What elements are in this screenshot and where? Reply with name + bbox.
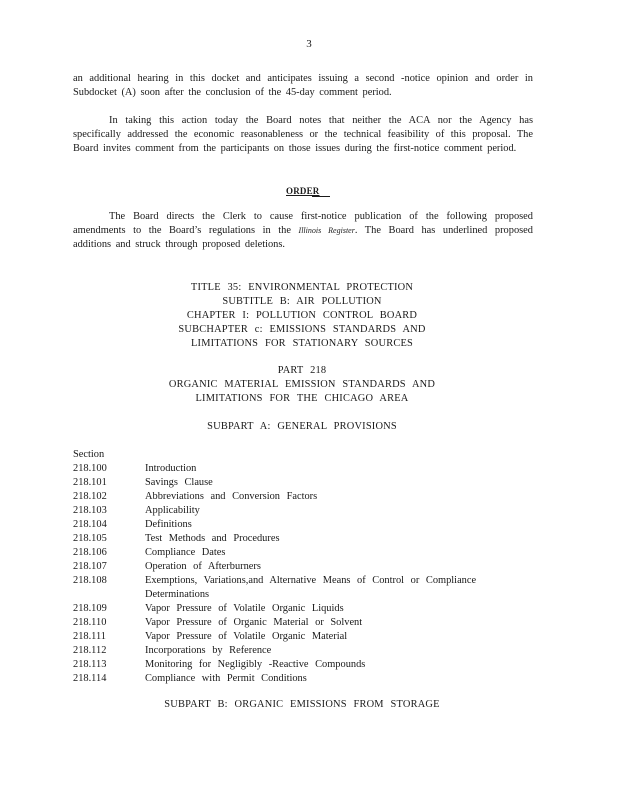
subchapter-line: SUBCHAPTER c: EMISSIONS STANDARDS AND — [178, 324, 426, 335]
section-title: Operation of Afterburners — [145, 561, 261, 572]
section-number: 218.104 — [73, 519, 107, 530]
illinois-register-title: Illinois Register — [298, 226, 355, 235]
list-item — [73, 658, 513, 672]
list-item — [73, 546, 513, 560]
paragraph-order-directive — [73, 210, 533, 252]
section-title: Applicability — [145, 505, 200, 516]
section-number: 218.106 — [73, 547, 107, 558]
section-title: Incorporations by Reference — [145, 645, 272, 656]
list-item — [73, 574, 513, 602]
section-column-label: Section — [73, 449, 105, 460]
section-number: 218.102 — [73, 491, 107, 502]
part-title-line-continued: LIMITATIONS FOR THE CHICAGO AREA — [195, 393, 409, 404]
list-item — [73, 644, 513, 658]
part-number-line: PART 218 — [277, 365, 327, 376]
section-number: 218.105 — [73, 533, 107, 544]
section-title: Vapor Pressure of Organic Material or Solvent — [145, 617, 363, 628]
list-item — [73, 616, 513, 630]
title-line: TITLE 35: ENVIRONMENTAL PROTECTION — [190, 282, 414, 293]
section-number: 218.100 — [73, 463, 107, 474]
part-heading-block — [0, 364, 604, 406]
list-item — [73, 672, 513, 686]
directive-text-after: . The Board has underlined proposed additions and struck through proposed deletions. — [73, 225, 533, 250]
subchapter-line-continued: LIMITATIONS FOR STATIONARY SOURCES — [191, 338, 413, 349]
section-number: 218.109 — [73, 603, 107, 614]
list-item — [73, 602, 513, 616]
section-number: 218.113 — [73, 659, 107, 670]
part-title-line: ORGANIC MATERIAL EMISSION STANDARDS AND — [168, 379, 436, 390]
paragraph-board-action: In taking this action today the Board notes that neither the ACA nor the Agency has specifically addressed the economic reasonableness or the technical feasibility of this proposal. The Board invites comment from the participants on those issues during the first-notice comment period. — [73, 115, 533, 154]
title-heading-block — [0, 281, 604, 351]
section-title: Monitoring for Negligibly -Reactive Compounds — [145, 659, 366, 670]
section-title: Vapor Pressure of Volatile Organic Liquids — [145, 603, 344, 614]
subtitle-line: SUBTITLE B: AIR POLLUTION — [222, 296, 382, 307]
section-number: 218.103 — [73, 505, 107, 516]
list-item — [73, 518, 513, 532]
section-title: Compliance Dates — [145, 547, 226, 558]
section-title: Vapor Pressure of Volatile Organic Material — [145, 631, 348, 642]
list-item — [73, 560, 513, 574]
section-title: Abbreviations and Conversion Factors — [145, 491, 318, 502]
section-number: 218.112 — [73, 645, 107, 656]
section-title: Definitions — [145, 519, 192, 530]
section-list — [73, 462, 513, 686]
section-number: 218.111 — [73, 631, 106, 642]
section-title: Savings Clause — [145, 477, 213, 488]
list-item — [73, 476, 513, 490]
section-number: 218.101 — [73, 477, 107, 488]
section-title: Test Methods and Procedures — [145, 533, 280, 544]
section-title: Exemptions, Variations,and Alternative Means of Control or Compliance Determinations — [145, 575, 477, 600]
section-number: 218.110 — [73, 617, 107, 628]
order-heading: ORDER — [286, 186, 320, 196]
section-number: 218.114 — [73, 673, 107, 684]
order-underline — [312, 196, 330, 197]
section-number: 218.107 — [73, 561, 107, 572]
list-item — [73, 630, 513, 644]
list-item — [73, 532, 513, 546]
section-number: 218.108 — [73, 575, 107, 586]
list-item — [73, 462, 513, 476]
subpart-a-heading: SUBPART A: GENERAL PROVISIONS — [207, 421, 397, 432]
section-title: Compliance with Permit Conditions — [145, 673, 307, 684]
paragraph-hearing: an additional hearing in this docket and anticipates issuing a second -notice opinion and order in Subdocket (A) soon after the conclusion of the 45-day comment period. — [73, 73, 533, 98]
list-item — [73, 490, 513, 504]
list-item — [73, 504, 513, 518]
page-number: 3 — [306, 38, 312, 50]
chapter-line: CHAPTER I: POLLUTION CONTROL BOARD — [186, 310, 418, 321]
subpart-b-heading: SUBPART B: ORGANIC EMISSIONS FROM STORAGE — [164, 699, 440, 710]
section-title: Introduction — [145, 463, 197, 474]
directive-text-before: The Board directs the Clerk to cause first-notice publication of the following proposed amendments to the Board’s regulations in the — [73, 211, 533, 236]
